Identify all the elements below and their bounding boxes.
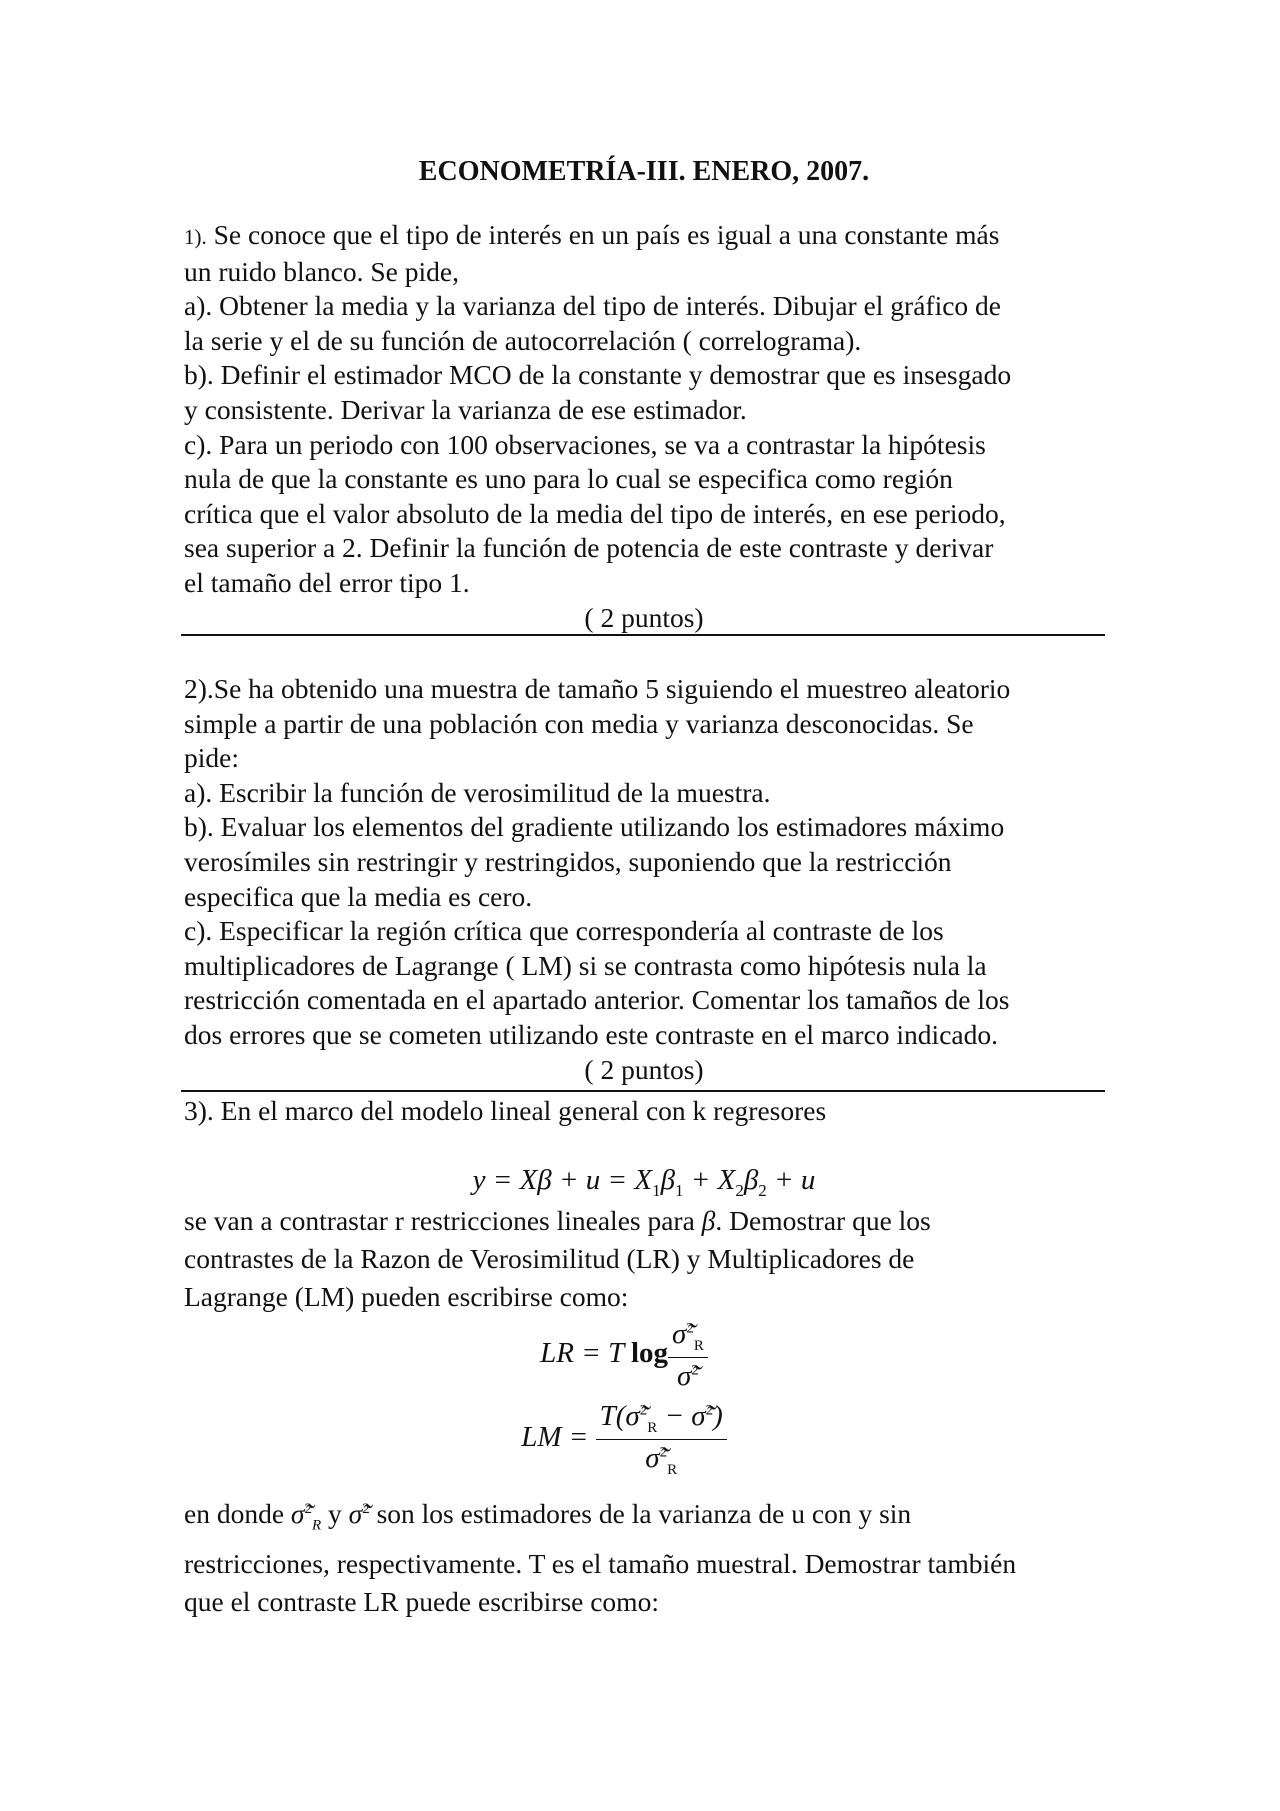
q2-line: c). Especificar la región crítica que correspondería al contraste de los bbox=[184, 915, 944, 947]
equation-lm: LM = $\frac{T(\sigmã^2_R - \sigmã^2)}{\sigmã^2_R}$ bbox=[324, 1400, 924, 1479]
q3-line: que el contraste LR puede escribirse como: bbox=[184, 1585, 659, 1617]
q1-line: crítica que el valor absoluto de la media del tipo de interés, en ese periodo, bbox=[184, 497, 1006, 529]
q2-line: pide: bbox=[184, 742, 239, 774]
q3-intro bbox=[184, 1094, 1104, 1129]
q1-line: nula de que la constante es uno para lo cual se especifica como región bbox=[184, 463, 953, 495]
q1-line: a). Obtener la media y la varianza del tipo de interés. Dibujar el gráfico de bbox=[184, 290, 1001, 322]
q1-line: un ruido blanco. Se pide, bbox=[184, 255, 459, 287]
q2-line: 2).Se ha obtenido una muestra de tamaño 5 siguiendo el muestreo aleatorio bbox=[184, 673, 1011, 704]
q2-line: b). Evaluar los elementos del gradiente utilizando los estimadores máximo bbox=[184, 811, 1005, 843]
equation-model: $y = X\beta + u = X_1\beta_1 + X_2\beta_2 + u$ bbox=[472, 1164, 816, 1200]
q2-points: ( 2 puntos) bbox=[584, 1053, 704, 1085]
q3-line: en donde σ̃$^2_R$ y σ̃$^2$ son los estimadores de la varianza de u con y sin bbox=[184, 1498, 912, 1534]
q1-line: 1). Se conoce que el tipo de interés en un país es igual a una constante más bbox=[184, 219, 1000, 250]
q2-line: a). Escribir la función de verosimilitud de la muestra. bbox=[184, 776, 771, 808]
q2-line: verosímiles sin restringir y restringidos, suponiendo que la restricción bbox=[184, 845, 952, 877]
equation-lr: LR = T log $\frac{\sigmã^2_R}{\sigmã^2}$ bbox=[324, 1318, 924, 1393]
q3-intro-text: 3). En el marco del modelo lineal general con k regresores bbox=[184, 1095, 827, 1126]
sigma-r-symbol: σ̃$^2_R$ bbox=[290, 1498, 322, 1534]
divider-1 bbox=[181, 634, 1105, 636]
q3-text-1 bbox=[184, 1202, 1104, 1316]
q2-line: multiplicadores de Lagrange ( LM) si se contrasta como hipótesis nula la bbox=[184, 949, 987, 981]
sigma-symbol: σ̃$^2$ bbox=[348, 1498, 370, 1530]
exam-title: ECONOMETRÍA-III. ENERO, 2007. bbox=[418, 156, 870, 187]
q2-line: dos errores que se cometen utilizando este contraste en el marco indicado. bbox=[184, 1018, 998, 1050]
question-1 bbox=[184, 218, 1104, 635]
q2-line: restricción comentada en el apartado anterior. Comentar los tamaños de los bbox=[184, 984, 1010, 1016]
lr-fraction: $\frac{\sigmã^2_R}{\sigmã^2}$ bbox=[668, 1318, 708, 1393]
lm-fraction: $\frac{T(\sigmã^2_R - \sigmã^2)}{\sigmã^2_R}$ bbox=[596, 1400, 727, 1479]
divider-2 bbox=[181, 1090, 1105, 1092]
q1-line: y consistente. Derivar la varianza de ese estimador. bbox=[184, 393, 747, 425]
q1-line: sea superior a 2. Definir la función de potencia de este contraste y derivar bbox=[184, 532, 994, 564]
q3-line: se van a contrastar r restricciones lineales para β. Demostrar que los bbox=[184, 1205, 931, 1236]
q1-line: el tamaño del error tipo 1. bbox=[184, 566, 470, 598]
q1-line: la serie y el de su función de autocorrelación ( correlograma). bbox=[184, 324, 862, 356]
q2-line: especifica que la media es cero. bbox=[184, 880, 533, 912]
q2-line: simple a partir de una población con media y varianza desconocidas. Se bbox=[184, 707, 974, 739]
q3-line: restricciones, respectivamente. T es el tamaño muestral. Demostrar también bbox=[184, 1547, 1017, 1579]
q1-number: 1). bbox=[184, 225, 207, 249]
beta-symbol: β bbox=[701, 1205, 716, 1236]
question-2 bbox=[184, 672, 1104, 1087]
q3-text-2 bbox=[184, 1490, 1104, 1621]
q3-line: contrastes de la Razon de Verosimilitud (LR) y Multiplicadores de bbox=[184, 1243, 915, 1274]
q3-line: Lagrange (LM) pueden escribirse como: bbox=[184, 1281, 629, 1312]
q1-line: c). Para un periodo con 100 observaciones, se va a contrastar la hipótesis bbox=[184, 428, 986, 460]
q1-points: ( 2 puntos) bbox=[584, 601, 704, 633]
q1-line: b). Definir el estimador MCO de la constante y demostrar que es insesgado bbox=[184, 359, 1012, 391]
